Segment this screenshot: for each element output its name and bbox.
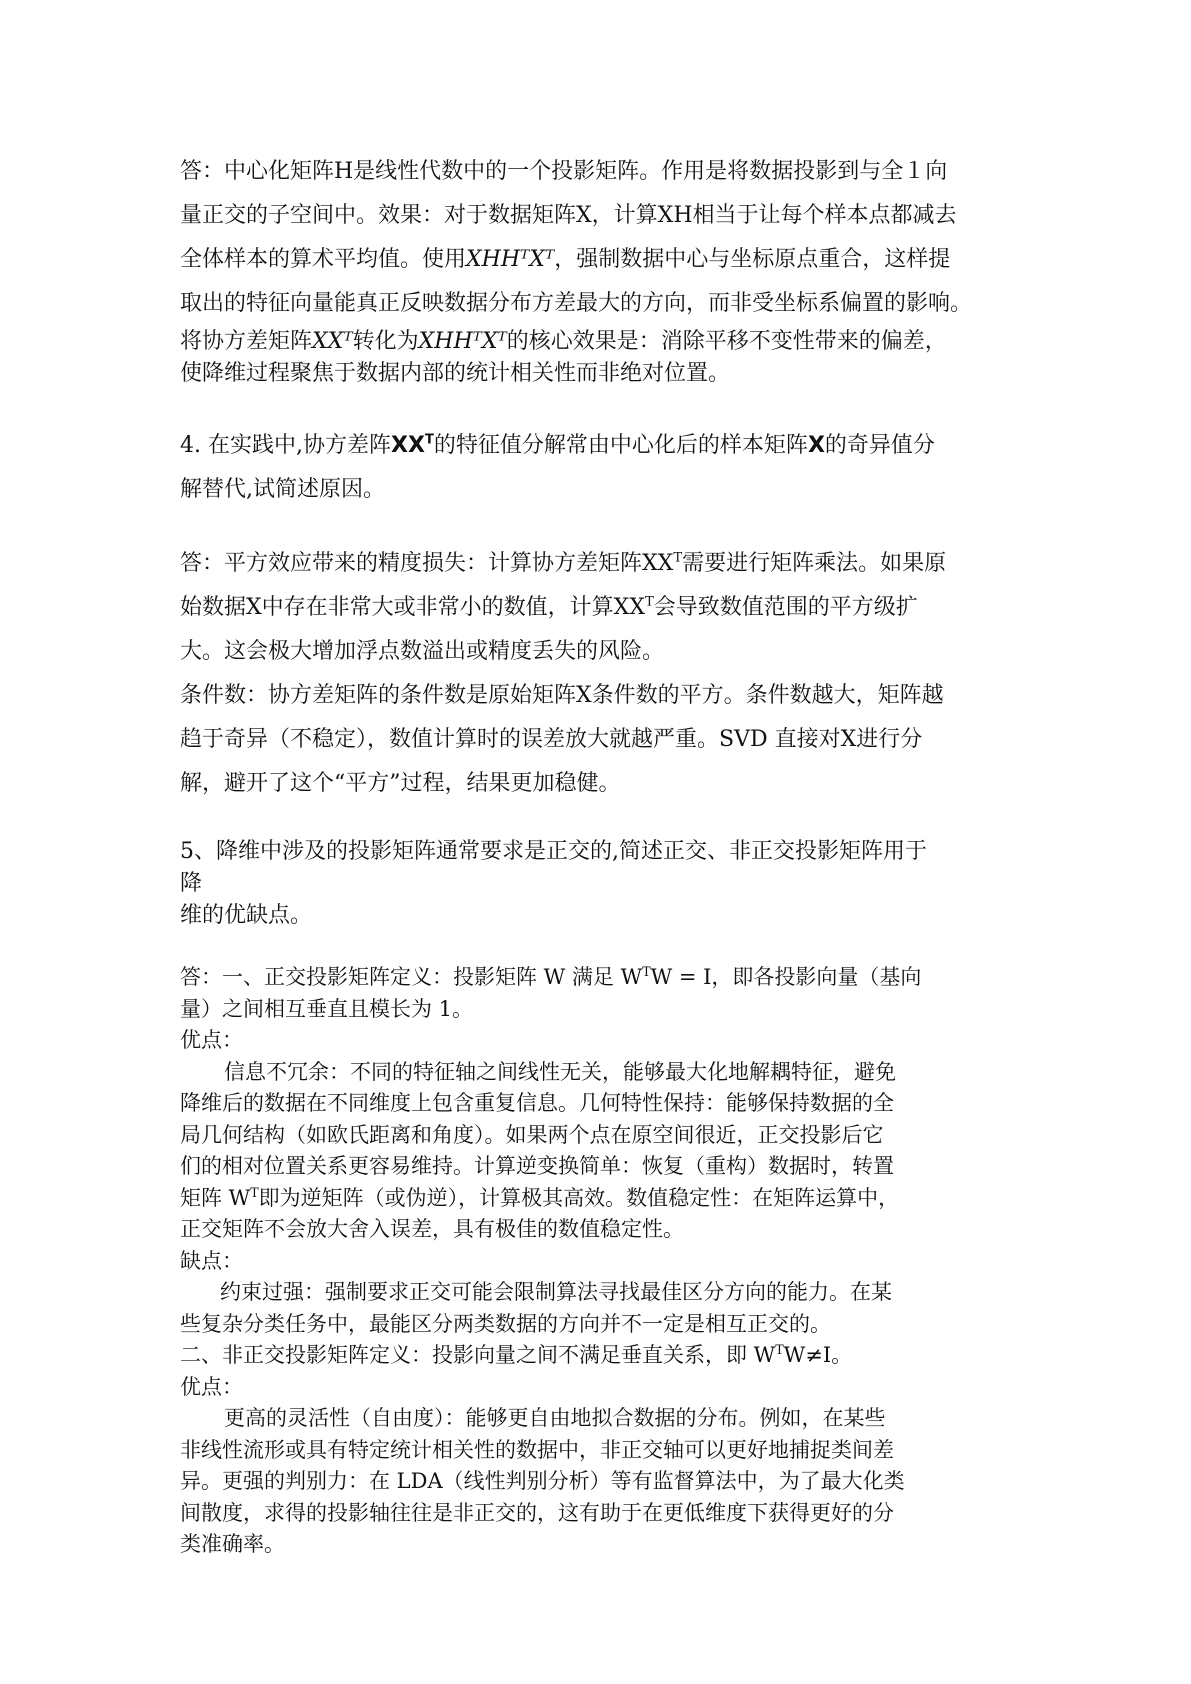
answer-5-line-9: 正交矩阵不会放大舍入误差，具有极佳的数值稳定性。 xyxy=(180,1217,684,1241)
question-5-line-3: 维的优缺点。 xyxy=(180,903,313,928)
answer-5-line-17: 异。更强的判别力：在 LDA（线性判别分析）等有监督算法中，为了最大化类 xyxy=(180,1469,905,1493)
superscript: T xyxy=(645,594,654,610)
answer-3-line-2: 量正交的子空间中。效果：对于数据矩阵X，计算XH相当于让每个样本点都减去 xyxy=(180,203,957,228)
answer-4-line-4: 条件数：协方差矩阵的条件数是原始矩阵X条件数的平方。条件数越大，矩阵越 xyxy=(180,683,944,708)
question-5-block xyxy=(180,836,1020,932)
answer-4-line-1 xyxy=(180,542,1020,586)
text: 二、非正交投影矩阵定义：投影向量之间不满足垂直关系，即 W xyxy=(180,1343,776,1367)
pros-heading-2: 优点： xyxy=(180,1374,243,1399)
question-5-line-2: 降 xyxy=(180,871,203,896)
answer-5-line-15: 更高的灵活性（自由度）：能够更自由地拟合数据的分布。例如，在某些 xyxy=(224,1406,886,1430)
superscript: T xyxy=(642,964,651,979)
answer-5-line-11: 约束过强：强制要求正交可能会限制算法寻找最佳区分方向的能力。在某 xyxy=(220,1280,892,1304)
answer-5-line-8 xyxy=(180,1183,1020,1215)
superscript: T xyxy=(424,432,434,448)
text: 全体样本的算术平均值。使用 xyxy=(180,247,467,272)
answer-5-line-1 xyxy=(180,962,1020,994)
question-5-line-1: 5、降维中涉及的投影矩阵通常要求是正交的,简述正交、非正交投影矩阵用于 xyxy=(180,839,927,864)
answer-5-block xyxy=(180,962,1020,1561)
superscript: T xyxy=(673,550,683,566)
math-expression: XXᵀ xyxy=(312,329,353,354)
answer-4-line-5: 趋于奇异（不稳定），数值计算时的误差放大就越严重。SVD 直接对X进行分 xyxy=(180,727,923,752)
text: 即为逆矩阵（或伪逆），计算极其高效。数值稳定性：在矩阵运算中， xyxy=(258,1185,900,1210)
answer-5-line-5: 降维后的数据在不同维度上包含重复信息。几何特性保持：能够保持数据的全 xyxy=(180,1091,894,1115)
text: 的核心效果是：消除平移不变性带来的偏差， xyxy=(506,329,947,354)
answer-4-line-2 xyxy=(180,586,1020,630)
math-expression: XHHᵀXᵀ xyxy=(466,247,555,272)
text: 转化为 xyxy=(352,329,419,354)
text: 的特征值分解常由中心化后的样本矩阵 xyxy=(433,433,808,458)
question-4-block xyxy=(180,424,1020,512)
cons-heading: 缺点： xyxy=(180,1248,243,1273)
text: 的奇异值分 xyxy=(824,433,935,458)
answer-5-line-4: 信息不冗余：不同的特征轴之间线性无关，能够最大化地解耦特征，避免 xyxy=(224,1059,896,1084)
answer-3-line-6: 使降维过程聚焦于数据内部的统计相关性而非绝对位置。 xyxy=(180,361,731,386)
superscript: T xyxy=(250,1184,259,1200)
answer-5-line-12: 些复杂分类任务中，最能区分两类数据的方向并不一定是相互正交的。 xyxy=(180,1311,831,1336)
text: 矩阵 W xyxy=(180,1185,251,1210)
superscript: T xyxy=(775,1342,784,1357)
answer-3-line-1: 答：中心化矩阵H是线性代数中的一个投影矩阵。作用是将数据投影到与全１向 xyxy=(180,159,948,184)
math-expression: XHHᵀXᵀ xyxy=(418,329,507,354)
text: ，强制数据中心与坐标原点重合，这样提 xyxy=(554,247,951,272)
text: 将协方差矩阵 xyxy=(180,329,313,354)
answer-5-line-13 xyxy=(180,1340,1020,1372)
question-4-line-2: 解替代,试简述原因。 xyxy=(180,477,385,502)
answer-3-block xyxy=(180,150,1020,390)
text: W = I，即各投影向量（基向 xyxy=(650,965,922,989)
pros-heading: 优点： xyxy=(180,1028,243,1052)
text: 答：一、正交投影矩阵定义：投影矩阵 W 满足 W xyxy=(180,965,643,989)
answer-5-line-7: 们的相对位置关系更容易维持。计算逆变换简单：恢复（重构）数据时，转置 xyxy=(180,1154,894,1178)
text: 需要进行矩阵乘法。如果原 xyxy=(682,551,947,576)
answer-3-line-5 xyxy=(180,326,1020,358)
answer-4-block xyxy=(180,542,1020,806)
answer-5-line-18: 间散度，求得的投影轴往往是非正交的，这有助于在更低维度下获得更好的分 xyxy=(180,1500,894,1525)
answer-3-line-3 xyxy=(180,238,1020,282)
text: W≠I。 xyxy=(783,1343,853,1367)
answer-4-line-6: 解，避开了这个“平方”过程，结果更加稳健。 xyxy=(180,771,621,796)
bold-text: XX xyxy=(390,433,425,458)
text: 始数据X中存在非常大或非常小的数值，计算XX xyxy=(180,595,645,620)
text: 会导致数值范围的平方级扩 xyxy=(653,595,918,620)
answer-5-line-19: 类准确率。 xyxy=(180,1532,285,1556)
text: 4. 在实践中,协方差阵 xyxy=(180,433,391,458)
bold-text: X xyxy=(807,433,825,458)
question-4-line-1 xyxy=(180,424,1020,468)
answer-5-line-2: 量）之间相互垂直且模长为 1。 xyxy=(180,996,474,1021)
answer-5-line-16: 非线性流形或具有特定统计相关性的数据中，非正交轴可以更好地捕捉类间差 xyxy=(180,1437,894,1462)
answer-5-line-6: 局几何结构（如欧氏距离和角度）。如果两个点在原空间很近，正交投影后它 xyxy=(180,1122,884,1147)
answer-4-line-3: 大。这会极大增加浮点数溢出或精度丢失的风险。 xyxy=(180,639,665,664)
document-page xyxy=(180,150,1020,1561)
answer-3-line-4: 取出的特征向量能真正反映数据分布方差最大的方向，而非受坐标系偏置的影响。 xyxy=(180,291,973,316)
text: 答：平方效应带来的精度损失：计算协方差矩阵XX xyxy=(180,551,674,576)
